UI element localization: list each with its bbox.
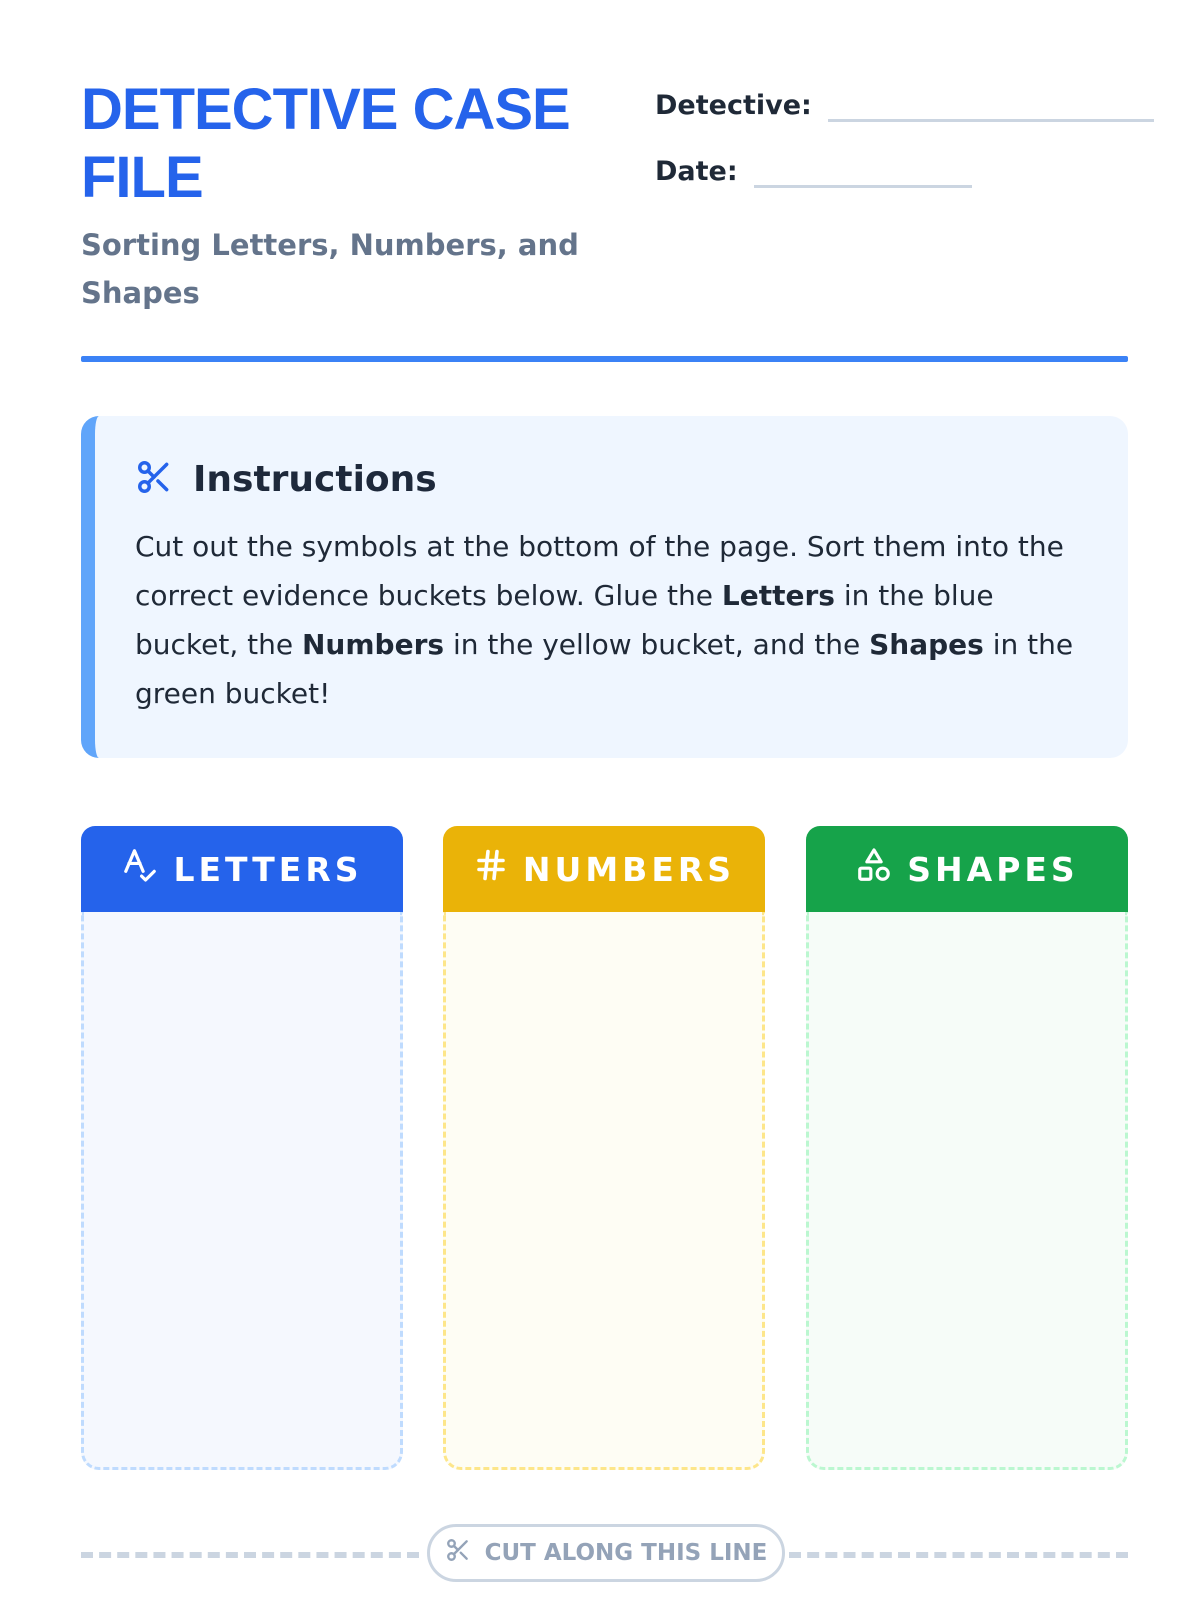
instructions-bold-letters: Letters: [721, 579, 835, 612]
letter-a-check-icon: [121, 846, 159, 892]
shapes-icon: [855, 846, 893, 892]
bucket-letters-dropzone[interactable]: [81, 912, 403, 1470]
detective-name-line[interactable]: [828, 91, 1154, 122]
cut-line-label: CUT ALONG THIS LINE: [484, 1540, 768, 1566]
page-title: DETECTIVE CASE FILE: [81, 77, 570, 210]
bucket-shapes: [806, 826, 1128, 1470]
bucket-letters-header: [81, 826, 403, 912]
date-label: Date:: [655, 156, 738, 187]
header-divider: [81, 356, 1128, 362]
bucket-shapes-header: [806, 826, 1128, 912]
detective-field: [655, 90, 1154, 122]
instructions-text-part: in the blue bucket, the: [135, 579, 994, 661]
bucket-numbers: [443, 826, 765, 1470]
instructions-text: [135, 522, 1088, 718]
bucket-numbers-label: NUMBERS: [522, 849, 736, 889]
bucket-letters: [81, 826, 403, 1470]
bucket-shapes-dropzone[interactable]: [806, 912, 1128, 1470]
detective-label: Detective:: [655, 90, 812, 121]
instructions-title: Instructions: [193, 458, 437, 500]
scissors-icon: [135, 458, 173, 500]
bucket-letters-label: LETTERS: [173, 849, 363, 889]
instructions-bold-numbers: Numbers: [302, 628, 445, 661]
scissors-icon: [445, 1537, 471, 1569]
bucket-numbers-dropzone[interactable]: [443, 912, 765, 1470]
instructions-bold-shapes: Shapes: [869, 628, 984, 661]
instructions-header: [135, 458, 1088, 500]
bucket-numbers-header: [443, 826, 765, 912]
cut-line-badge: [427, 1524, 785, 1582]
worksheet-header: [81, 76, 1128, 366]
instructions-text-part: in the green bucket!: [135, 628, 1074, 710]
date-field: [655, 156, 972, 188]
cut-dash-right: [789, 1552, 1128, 1558]
bucket-shapes-label: SHAPES: [907, 849, 1079, 889]
cut-dash-left: [81, 1552, 419, 1558]
instructions-text-part: Cut out the symbols at the bottom of the page. Sort them into the correct evidence buckets below. Glue the: [135, 530, 1064, 612]
page-subtitle: Sorting Letters, Numbers, and Shapes: [81, 228, 579, 310]
hash-icon: [473, 847, 509, 891]
cut-line: [81, 1524, 1128, 1584]
instructions-text-part: in the yellow bucket, and the: [444, 628, 870, 661]
date-line[interactable]: [754, 157, 972, 188]
instructions-box: [81, 416, 1128, 758]
